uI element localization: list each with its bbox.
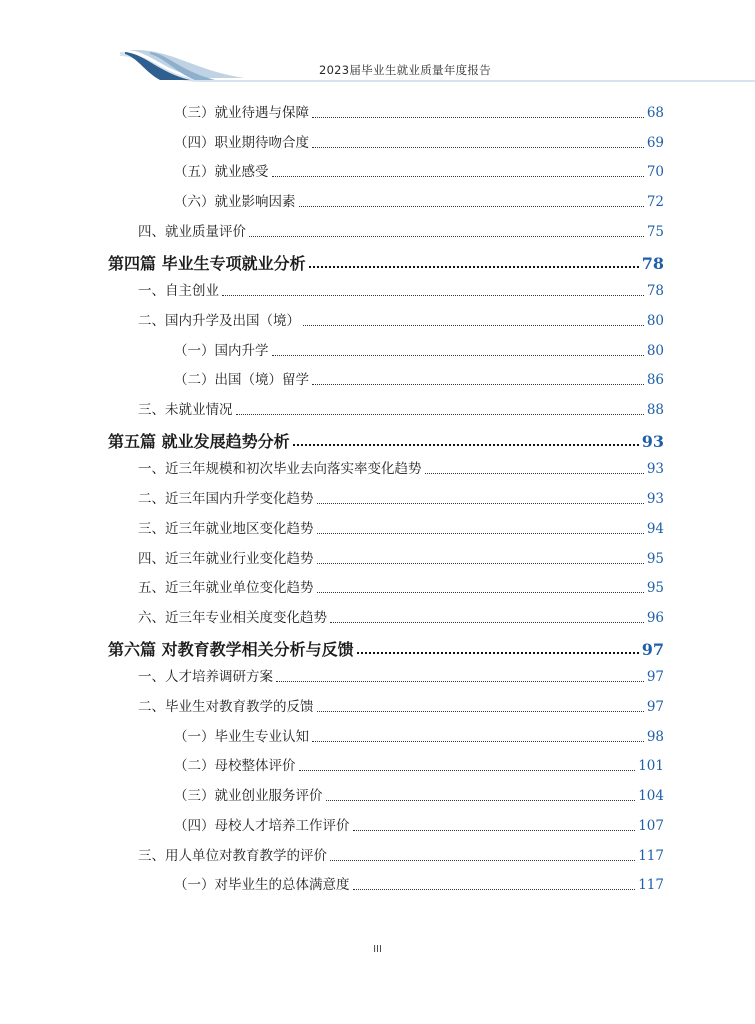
toc-leader-dots [353, 830, 636, 831]
toc-entry[interactable] [138, 546, 664, 568]
toc-entry-label: 第六篇 对教育教学相关分析与反馈 [108, 639, 354, 659]
toc-leader-dots [317, 592, 644, 593]
toc-page-number[interactable]: 107 [638, 817, 664, 834]
toc-entry-label: 四、近三年就业行业变化趋势 [138, 550, 314, 567]
toc-entry-label: 三、未就业情况 [138, 402, 233, 418]
toc-entry[interactable] [174, 783, 664, 805]
toc-page-number[interactable]: 88 [646, 402, 664, 418]
toc-leader-dots [312, 741, 644, 742]
toc-entry[interactable] [138, 308, 664, 330]
toc-leader-dots [272, 176, 644, 177]
toc-entry[interactable] [174, 813, 664, 835]
toc-page-number[interactable]: 93 [646, 491, 664, 508]
toc-leader-dots [299, 770, 636, 771]
toc-entry-label: 四、就业质量评价 [138, 223, 246, 240]
toc-leader-dots [425, 473, 644, 474]
toc-entry[interactable] [138, 605, 664, 627]
toc-leader-dots [309, 266, 639, 268]
toc-page-number[interactable]: 117 [638, 847, 664, 864]
toc-entry[interactable] [174, 338, 664, 360]
toc-entry[interactable] [138, 516, 664, 538]
toc-entry[interactable] [174, 724, 664, 746]
toc-chapter-entry[interactable] [108, 635, 664, 659]
toc-entry-label: 二、国内升学及出国（境） [138, 312, 300, 329]
toc-entry[interactable] [174, 189, 664, 211]
toc-leader-dots [326, 800, 636, 801]
toc-leader-dots [330, 860, 635, 861]
toc-entry-label: 一、自主创业 [138, 283, 219, 300]
report-title: 2023届毕业生就业质量年度报告 [318, 63, 492, 77]
toc-leader-dots [236, 414, 644, 415]
toc-chapter-entry[interactable] [108, 249, 664, 273]
toc-leader-dots [330, 622, 644, 623]
toc-page-number[interactable]: 97 [646, 699, 664, 715]
toc-leader-dots [293, 444, 639, 446]
toc-page-number[interactable]: 80 [646, 342, 664, 359]
toc-entry[interactable] [138, 664, 664, 686]
toc-chapter-entry[interactable] [108, 427, 664, 451]
toc-leader-dots [353, 889, 636, 890]
toc-entry-label: 二、近三年国内升学变化趋势 [138, 491, 314, 508]
toc-entry-label: （一）毕业生专业认知 [174, 728, 309, 745]
toc-entry[interactable] [174, 130, 664, 152]
toc-entry-label: 三、用人单位对教育教学的评价 [138, 847, 327, 864]
toc-entry[interactable] [174, 159, 664, 181]
toc-entry[interactable] [174, 100, 664, 122]
toc-entry[interactable] [174, 367, 664, 389]
toc-entry[interactable] [138, 219, 664, 241]
toc-entry[interactable] [138, 278, 664, 300]
toc-leader-dots [312, 117, 644, 118]
toc-entry[interactable] [138, 397, 664, 419]
toc-entry-label: 一、人才培养调研方案 [138, 669, 273, 686]
toc-page-number[interactable]: 78 [646, 283, 664, 300]
toc-entry-label: 二、毕业生对教育教学的反馈 [138, 699, 314, 715]
toc-entry-label: 一、近三年规模和初次毕业去向落实率变化趋势 [138, 461, 422, 478]
toc-entry-label: （四）母校人才培养工作评价 [174, 817, 350, 834]
toc-entry-label: 五、近三年就业单位变化趋势 [138, 580, 314, 597]
toc-page-number[interactable]: 95 [646, 550, 664, 567]
toc-leader-dots [272, 355, 644, 356]
toc-leader-dots [317, 563, 644, 564]
toc-entry[interactable] [138, 843, 664, 865]
toc-page-number[interactable]: 93 [641, 431, 664, 451]
toc-entry-label: （一）国内升学 [174, 342, 269, 359]
toc-page-number[interactable]: 69 [646, 134, 664, 151]
toc-entry[interactable] [138, 575, 664, 597]
toc-leader-dots [317, 503, 644, 504]
toc-leader-dots [312, 147, 644, 148]
toc-page-number[interactable]: 117 [638, 877, 664, 894]
toc-leader-dots [317, 711, 644, 712]
toc-page-number[interactable]: 97 [646, 669, 664, 686]
toc-page-number[interactable]: 96 [646, 609, 664, 626]
toc-page-number[interactable]: 86 [646, 372, 664, 389]
toc-entry[interactable] [138, 694, 664, 716]
toc-leader-dots [312, 384, 644, 385]
toc-entry[interactable] [174, 872, 664, 894]
toc-leader-dots [299, 206, 644, 207]
toc-entry[interactable] [138, 486, 664, 508]
toc-page-number[interactable]: 75 [646, 223, 664, 240]
toc-entry-label: （六）就业影响因素 [174, 194, 296, 211]
toc-page-number[interactable]: 104 [638, 788, 664, 805]
toc-page-number[interactable]: 72 [646, 194, 664, 211]
page-number: III [373, 944, 382, 955]
toc-page-number[interactable]: 98 [646, 728, 664, 745]
toc-page-number[interactable]: 93 [646, 461, 664, 478]
toc-leader-dots [249, 236, 644, 237]
toc-leader-dots [303, 325, 644, 326]
toc-entry-label: （三）就业待遇与保障 [174, 105, 309, 121]
toc-entry-label: 第五篇 就业发展趋势分析 [108, 431, 290, 451]
toc-page-number[interactable]: 94 [646, 520, 664, 537]
toc-entry-label: （五）就业感受 [174, 164, 269, 181]
toc-entry-label: （三）就业创业服务评价 [174, 788, 323, 805]
toc-entry-label: 六、近三年专业相关度变化趋势 [138, 609, 327, 626]
toc-entry-label: （二）出国（境）留学 [174, 372, 309, 389]
toc-page-number[interactable]: 80 [646, 312, 664, 329]
toc-entry-label: （二）母校整体评价 [174, 758, 296, 775]
toc-page-number[interactable]: 97 [641, 639, 664, 659]
toc-entry-label: （四）职业期待吻合度 [174, 134, 309, 151]
toc-entry-label: 第四篇 毕业生专项就业分析 [108, 253, 306, 273]
toc-leader-dots [357, 652, 639, 654]
toc-leader-dots [222, 295, 644, 296]
toc-entry-label: （一）对毕业生的总体满意度 [174, 877, 350, 894]
toc-page-number[interactable]: 101 [638, 758, 664, 775]
toc-leader-dots [276, 681, 644, 682]
toc-page-number[interactable]: 68 [646, 105, 664, 121]
toc-leader-dots [317, 533, 644, 534]
toc-page-number[interactable]: 78 [641, 253, 664, 273]
toc-entry[interactable] [174, 753, 664, 775]
toc-entry[interactable] [138, 456, 664, 478]
toc-page-number[interactable]: 70 [646, 164, 664, 181]
toc-entry-label: 三、近三年就业地区变化趋势 [138, 520, 314, 537]
toc-page-number[interactable]: 95 [646, 580, 664, 597]
